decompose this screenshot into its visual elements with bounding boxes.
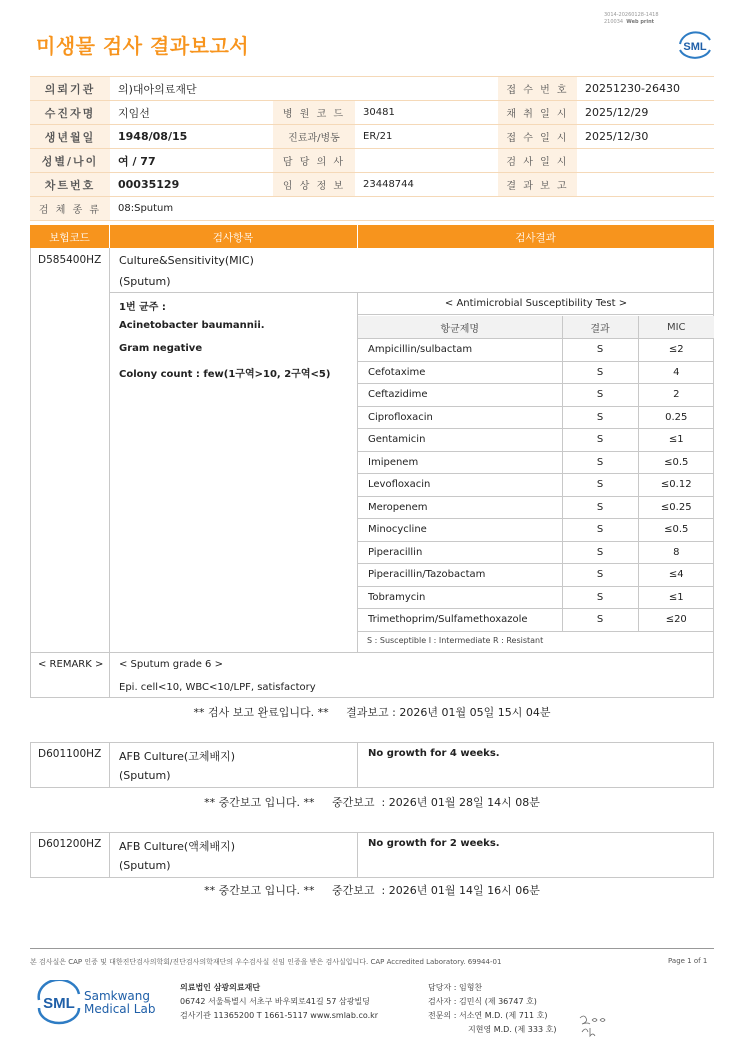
test1-code: D585400HZ: [38, 254, 102, 266]
cert-statement: 본 검사실은 CAP 인증 및 대한진단검사의학회/진단검사의학재단의 우수검사실 신임 인증을 받은 검사실입니다. CAP Accredited Laboratory. 69944-01: [30, 958, 502, 966]
manager-line: 담당자 : 임형찬: [428, 983, 483, 992]
ast-result: S: [562, 496, 638, 519]
item-header: 검사항목: [212, 232, 254, 244]
chart-label: 차트번호: [30, 173, 110, 197]
ast-row: [358, 519, 714, 542]
tester-line: 검사자 : 김민식 (제 36747 호): [428, 997, 537, 1006]
ast-drug-name: Imipenem: [358, 451, 562, 474]
report-value: [577, 173, 714, 197]
test3-specimen: (Sputum): [119, 859, 171, 872]
ast-result: S: [562, 474, 638, 497]
mic-col-header: MIC: [638, 316, 714, 339]
ast-row: [358, 451, 714, 474]
test-date-value: [577, 149, 714, 173]
drug-col-header: 항균제명: [358, 316, 562, 339]
ast-drug-name: Piperacillin/Tazobactam: [358, 564, 562, 587]
ast-drug-name: Ampicillin/sulbactam: [358, 339, 562, 362]
collect-date-label: 채 취 일 시: [498, 101, 577, 125]
ast-drug-name: Piperacillin: [358, 541, 562, 564]
remark-line-1: < Sputum grade 6 >: [119, 659, 223, 670]
colony-count: Colony count : few(1구역>10, 2구역<5): [119, 369, 331, 380]
ast-result: S: [562, 564, 638, 587]
doctor-label: 담 당 의 사: [273, 149, 355, 173]
print-id-1: 3014-20260128-1418: [604, 12, 659, 18]
ast-drug-name: Trimethoprim/Sulfamethoxazole: [358, 609, 562, 632]
ast-mic-value: 4: [638, 361, 714, 384]
print-meta: [604, 12, 659, 26]
birth-label: 생년월일: [30, 125, 110, 149]
specialist-line-2: 지현영 M.D. (제 333 호): [468, 1025, 557, 1034]
ast-title: < Antimicrobial Susceptibility Test >: [358, 293, 714, 315]
test3-name: AFB Culture(액체배지): [119, 840, 236, 853]
receipt-date-label: 접 수 일 시: [498, 125, 577, 149]
ast-mic-value: 0.25: [638, 406, 714, 429]
test2-name: AFB Culture(고체배지): [119, 750, 236, 763]
org-contact: 검사기관 11365200 T 1661-5117 www.smlab.co.kr: [180, 1011, 379, 1020]
organism-name: Acinetobacter baumannii.: [119, 320, 265, 331]
ast-header-row: [358, 316, 714, 339]
org-info: [180, 981, 378, 1023]
remark-line-2: Epi. cell<10, WBC<10/LPF, satisfactory: [119, 682, 316, 693]
page-title: 미생물 검사 결과보고서: [36, 34, 250, 58]
test2-result: No growth for 4 weeks.: [368, 748, 500, 759]
doctor-value: [355, 149, 498, 173]
brand-name: [84, 990, 155, 1016]
info-row: [30, 125, 714, 149]
receipt-no-label: 접 수 번 호: [498, 77, 577, 101]
info-row: [30, 149, 714, 173]
info-row: [30, 77, 714, 101]
info-row: [30, 197, 714, 221]
test2-status: ** 중간보고 입니다. ** 중간보고 : 2026년 01월 28일 14시 08분: [204, 796, 540, 809]
ast-row: [358, 429, 714, 452]
clinical-label: 임 상 정 보: [273, 173, 355, 197]
ast-mic-value: 2: [638, 384, 714, 407]
test1-status: ** 검사 보고 완료입니다. ** 결과보고 : 2026년 01월 05일 15시 04분: [193, 706, 551, 719]
ast-result: S: [562, 429, 638, 452]
ast-row: [358, 496, 714, 519]
signature-image: [576, 1010, 610, 1040]
brand-line-2: Medical Lab: [84, 1002, 156, 1016]
ast-mic-value: ≤1: [638, 586, 714, 609]
receipt-no-value: 20251230-26430: [577, 77, 714, 101]
name-label: 수진자명: [30, 101, 110, 125]
ast-result: S: [562, 406, 638, 429]
signatories: [428, 981, 556, 1037]
ast-drug-name: Meropenem: [358, 496, 562, 519]
patient-info-table: [30, 76, 714, 221]
result-col-header: 결과: [562, 316, 638, 339]
ast-mic-value: ≤0.12: [638, 474, 714, 497]
collect-date-value: 2025/12/29: [577, 101, 714, 125]
request-org-label: 의뢰기관: [30, 77, 110, 101]
test-date-label: 검 사 일 시: [498, 149, 577, 173]
info-row: [30, 101, 714, 125]
footer-logo-text: SML: [43, 995, 75, 1012]
ast-result: S: [562, 541, 638, 564]
info-row: [30, 173, 714, 197]
sex-age-label: 성별/나이: [30, 149, 110, 173]
ast-drug-name: Ceftazidime: [358, 384, 562, 407]
ast-drug-name: Ciprofloxacin: [358, 406, 562, 429]
sml-footer-logo-icon: [36, 980, 82, 1026]
org-address: 06742 서울특별시 서초구 바우뫼로41길 57 삼광빌딩: [180, 997, 370, 1006]
ast-row: [358, 406, 714, 429]
ast-result: S: [562, 339, 638, 362]
ast-mic-value: ≤0.5: [638, 519, 714, 542]
test3-result: No growth for 2 weeks.: [368, 838, 500, 849]
organism-header: 1번 균주 :: [119, 302, 166, 313]
result-header: 검사결과: [515, 232, 556, 244]
clinical-value: 23448744: [355, 173, 498, 197]
results-header: [30, 225, 714, 248]
susceptibility-legend: S : Susceptible I : Intermediate R : Resistant: [367, 636, 544, 645]
code-header: 보험코드: [49, 232, 90, 244]
specimen-value: 08:Sputum: [110, 197, 714, 221]
specimen-label: 검 체 종 류: [30, 197, 110, 221]
ast-drug-name: Levofloxacin: [358, 474, 562, 497]
dept-value: ER/21: [355, 125, 498, 149]
org-name: 의료법인 삼광의료재단: [180, 983, 261, 992]
ast-result: S: [562, 451, 638, 474]
ast-mic-value: ≤2: [638, 339, 714, 362]
print-id-2: 210034: [604, 19, 624, 25]
ast-mic-value: ≤4: [638, 564, 714, 587]
ast-mic-value: 8: [638, 541, 714, 564]
ast-row: [358, 361, 714, 384]
ast-mic-value: ≤20: [638, 609, 714, 632]
sml-logo-icon: [676, 30, 714, 60]
ast-row: [358, 609, 714, 632]
ast-row: [358, 474, 714, 497]
specialist-line-1: 전문의 : 서소연 M.D. (제 711 호): [428, 1011, 548, 1020]
ast-drug-name: Cefotaxime: [358, 361, 562, 384]
gram-stain: Gram negative: [119, 343, 203, 354]
receipt-date-value: 2025/12/30: [577, 125, 714, 149]
request-org-value: 의)대아의료재단: [110, 77, 498, 101]
ast-drug-name: Minocycline: [358, 519, 562, 542]
ast-drug-name: Tobramycin: [358, 586, 562, 609]
ast-result: S: [562, 361, 638, 384]
ast-row: [358, 586, 714, 609]
ast-mic-value: ≤0.5: [638, 451, 714, 474]
test1-name: Culture&Sensitivity(MIC): [119, 254, 254, 267]
ast-row: [358, 384, 714, 407]
web-print-label: Web print: [626, 19, 655, 25]
report-label: 결 과 보 고: [498, 173, 577, 197]
test3-code: D601200HZ: [38, 838, 102, 850]
ast-drug-name: Gentamicin: [358, 429, 562, 452]
dept-label: 진료과/병동: [273, 125, 355, 149]
page-number: Page 1 of 1: [668, 957, 708, 965]
remark-label: < REMARK >: [38, 659, 104, 670]
footer-divider: [30, 948, 714, 949]
ast-result: S: [562, 586, 638, 609]
hospital-code-label: 병 원 코 드: [273, 101, 355, 125]
ast-result: S: [562, 609, 638, 632]
brand-line-1: Samkwang: [84, 989, 150, 1003]
test3-status: ** 중간보고 입니다. ** 중간보고 : 2026년 01월 14일 16시 06분: [204, 884, 540, 897]
logo-text: SML: [683, 41, 707, 53]
test2-code: D601100HZ: [38, 748, 102, 760]
name-value: 지임선: [110, 101, 273, 125]
ast-row: [358, 541, 714, 564]
hospital-code-value: 30481: [355, 101, 498, 125]
sex-age-value: 여 / 77: [110, 149, 273, 173]
ast-row: [358, 564, 714, 587]
ast-result: S: [562, 384, 638, 407]
ast-mic-value: ≤1: [638, 429, 714, 452]
ast-table: [358, 316, 714, 632]
ast-mic-value: ≤0.25: [638, 496, 714, 519]
chart-value: 00035129: [110, 173, 273, 197]
test2-specimen: (Sputum): [119, 769, 171, 782]
test1-specimen: (Sputum): [119, 275, 171, 288]
ast-result: S: [562, 519, 638, 542]
ast-row: [358, 339, 714, 362]
birth-value: 1948/08/15: [110, 125, 273, 149]
